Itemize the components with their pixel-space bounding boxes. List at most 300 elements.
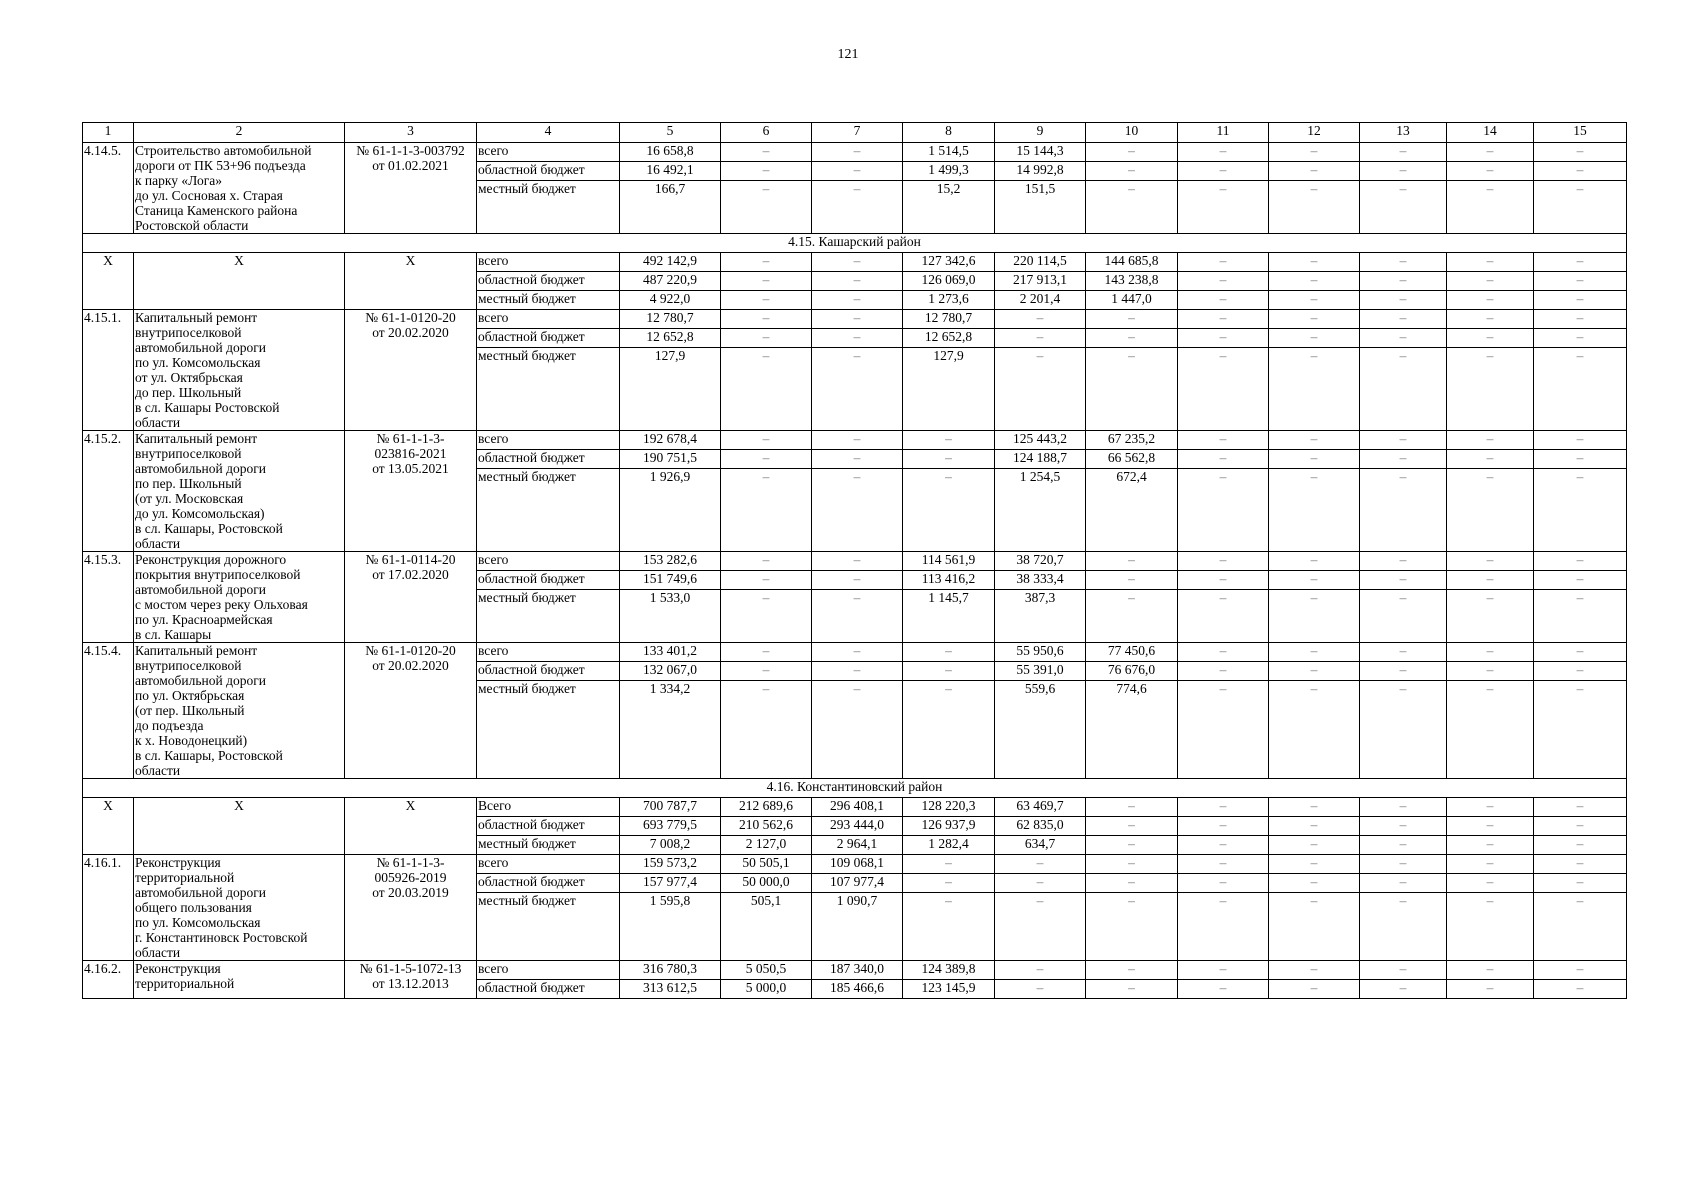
value-cell: 143 238,8 <box>1086 272 1178 291</box>
item-name: Строительство автомобильной дороги от ПК 53+96 подъезда к парку «Лога» до ул. Сосновая х. Старая Станица Каменского района Ростовской области <box>134 143 345 234</box>
item-number: 4.15.4. <box>83 643 134 779</box>
value-cell: – <box>1534 893 1627 961</box>
value-cell: – <box>1086 329 1178 348</box>
value-cell: – <box>1086 552 1178 571</box>
value-cell: – <box>1447 291 1534 310</box>
value-cell: – <box>1447 348 1534 431</box>
value-cell: – <box>1534 590 1627 643</box>
value-cell: – <box>1447 836 1534 855</box>
value-cell: – <box>1269 817 1360 836</box>
value-cell: – <box>721 590 812 643</box>
column-header: 13 <box>1360 123 1447 143</box>
value-cell: – <box>1447 253 1534 272</box>
value-cell: – <box>812 162 903 181</box>
value-cell: – <box>1360 348 1447 431</box>
value-cell: – <box>1269 874 1360 893</box>
value-cell: – <box>1086 855 1178 874</box>
value-cell: 124 188,7 <box>995 450 1086 469</box>
value-cell: – <box>903 874 995 893</box>
value-cell: 151,5 <box>995 181 1086 234</box>
value-cell: – <box>1178 450 1269 469</box>
funding-source: всего <box>477 431 620 450</box>
value-cell: – <box>1534 450 1627 469</box>
item-document: № 61-1-1-3- 005926-2019 от 20.03.2019 <box>345 855 477 961</box>
value-cell: – <box>1178 980 1269 999</box>
column-header: 14 <box>1447 123 1534 143</box>
value-cell: 387,3 <box>995 590 1086 643</box>
value-cell: – <box>903 662 995 681</box>
value-cell: 1 514,5 <box>903 143 995 162</box>
value-cell: – <box>903 431 995 450</box>
item-document: № 61-1-1-3- 023816-2021 от 13.05.2021 <box>345 431 477 552</box>
value-cell: – <box>1360 291 1447 310</box>
value-cell: – <box>1447 162 1534 181</box>
value-cell: – <box>721 253 812 272</box>
value-cell: 296 408,1 <box>812 798 903 817</box>
value-cell: – <box>1178 253 1269 272</box>
value-cell: – <box>1269 348 1360 431</box>
value-cell: – <box>1360 855 1447 874</box>
value-cell: – <box>1086 143 1178 162</box>
value-cell: – <box>995 310 1086 329</box>
value-cell: 77 450,6 <box>1086 643 1178 662</box>
value-cell: – <box>721 348 812 431</box>
value-cell: – <box>1534 874 1627 893</box>
value-cell: – <box>1360 643 1447 662</box>
value-cell: 7 008,2 <box>620 836 721 855</box>
value-cell: – <box>812 181 903 234</box>
value-cell: – <box>1447 798 1534 817</box>
value-cell: – <box>1269 798 1360 817</box>
value-cell: – <box>812 143 903 162</box>
value-cell: 672,4 <box>1086 469 1178 552</box>
value-cell: – <box>1269 855 1360 874</box>
value-cell: 1 282,4 <box>903 836 995 855</box>
column-header: 3 <box>345 123 477 143</box>
item-name: Капитальный ремонт внутрипоселковой автомобильной дороги по пер. Школьный (от ул. Московская до ул. Комсомольская) в сл. Кашары, Ростовской области <box>134 431 345 552</box>
value-cell: – <box>812 310 903 329</box>
value-cell: 107 977,4 <box>812 874 903 893</box>
value-cell: – <box>1269 291 1360 310</box>
value-cell: – <box>1178 310 1269 329</box>
value-cell: 16 658,8 <box>620 143 721 162</box>
value-cell: 220 114,5 <box>995 253 1086 272</box>
value-cell: – <box>721 552 812 571</box>
value-cell: 50 505,1 <box>721 855 812 874</box>
value-cell: – <box>1360 181 1447 234</box>
funding-source: всего <box>477 310 620 329</box>
value-cell: 62 835,0 <box>995 817 1086 836</box>
value-cell: 212 689,6 <box>721 798 812 817</box>
value-cell: – <box>721 571 812 590</box>
value-cell: 1 145,7 <box>903 590 995 643</box>
value-cell: – <box>812 571 903 590</box>
value-cell: – <box>1534 980 1627 999</box>
item-name: X <box>134 253 345 310</box>
value-cell: – <box>1178 162 1269 181</box>
value-cell: – <box>1534 162 1627 181</box>
value-cell: – <box>1269 681 1360 779</box>
value-cell: 133 401,2 <box>620 643 721 662</box>
value-cell: – <box>1447 571 1534 590</box>
value-cell: – <box>1086 310 1178 329</box>
value-cell: 153 282,6 <box>620 552 721 571</box>
value-cell: – <box>812 643 903 662</box>
value-cell: – <box>1534 310 1627 329</box>
value-cell: – <box>1534 431 1627 450</box>
page-number: 121 <box>837 47 859 62</box>
funding-source: областной бюджет <box>477 571 620 590</box>
column-header: 9 <box>995 123 1086 143</box>
value-cell: – <box>1360 272 1447 291</box>
column-header: 11 <box>1178 123 1269 143</box>
item-number: 4.16.1. <box>83 855 134 961</box>
value-cell: – <box>1360 253 1447 272</box>
value-cell: – <box>812 291 903 310</box>
value-cell: – <box>1447 980 1534 999</box>
value-cell: – <box>1269 836 1360 855</box>
value-cell: – <box>1447 681 1534 779</box>
value-cell: – <box>1360 162 1447 181</box>
value-cell: – <box>1360 662 1447 681</box>
funding-source: всего <box>477 961 620 980</box>
value-cell: – <box>1269 162 1360 181</box>
value-cell: – <box>1269 272 1360 291</box>
value-cell: – <box>1360 450 1447 469</box>
value-cell: – <box>1360 681 1447 779</box>
value-cell: 1 090,7 <box>812 893 903 961</box>
value-cell: – <box>1360 143 1447 162</box>
value-cell: – <box>1178 643 1269 662</box>
item-document: № 61-1-0120-20 от 20.02.2020 <box>345 643 477 779</box>
table-row <box>83 253 1627 272</box>
value-cell: – <box>1178 291 1269 310</box>
table-row <box>83 961 1627 980</box>
value-cell: 151 749,6 <box>620 571 721 590</box>
value-cell: – <box>1447 329 1534 348</box>
item-number: 4.15.2. <box>83 431 134 552</box>
table-row <box>83 143 1627 162</box>
value-cell: – <box>721 310 812 329</box>
value-cell: – <box>721 662 812 681</box>
value-cell: – <box>1086 961 1178 980</box>
value-cell: – <box>1360 571 1447 590</box>
value-cell: – <box>1269 253 1360 272</box>
value-cell: 125 443,2 <box>995 431 1086 450</box>
funding-source: местный бюджет <box>477 836 620 855</box>
item-number: X <box>83 253 134 310</box>
value-cell: – <box>903 450 995 469</box>
item-number: 4.16.2. <box>83 961 134 999</box>
value-cell: – <box>1360 874 1447 893</box>
funding-source: областной бюджет <box>477 662 620 681</box>
value-cell: – <box>1086 348 1178 431</box>
section-title: 4.16. Константиновский район <box>83 779 1627 798</box>
column-header: 15 <box>1534 123 1627 143</box>
funding-source: областной бюджет <box>477 450 620 469</box>
value-cell: 14 992,8 <box>995 162 1086 181</box>
value-cell: – <box>1447 450 1534 469</box>
funding-source: местный бюджет <box>477 893 620 961</box>
value-cell: – <box>1447 874 1534 893</box>
value-cell: – <box>1086 590 1178 643</box>
column-header: 2 <box>134 123 345 143</box>
value-cell: – <box>1534 662 1627 681</box>
funding-source: всего <box>477 253 620 272</box>
value-cell: – <box>1447 590 1534 643</box>
value-cell: – <box>1534 272 1627 291</box>
value-cell: 38 333,4 <box>995 571 1086 590</box>
value-cell: 128 220,3 <box>903 798 995 817</box>
value-cell: – <box>1534 329 1627 348</box>
column-header: 5 <box>620 123 721 143</box>
value-cell: – <box>1534 253 1627 272</box>
table-row <box>83 431 1627 450</box>
value-cell: – <box>721 162 812 181</box>
value-cell: – <box>1269 961 1360 980</box>
value-cell: – <box>1360 329 1447 348</box>
value-cell: 159 573,2 <box>620 855 721 874</box>
column-header: 6 <box>721 123 812 143</box>
funding-source: всего <box>477 552 620 571</box>
value-cell: – <box>903 643 995 662</box>
value-cell: – <box>995 855 1086 874</box>
value-cell: 55 950,6 <box>995 643 1086 662</box>
value-cell: 66 562,8 <box>1086 450 1178 469</box>
value-cell: – <box>1534 961 1627 980</box>
value-cell: – <box>721 431 812 450</box>
value-cell: 63 469,7 <box>995 798 1086 817</box>
value-cell: – <box>1360 552 1447 571</box>
value-cell: 634,7 <box>995 836 1086 855</box>
value-cell: – <box>1269 469 1360 552</box>
value-cell: – <box>812 431 903 450</box>
item-document: № 61-1-1-3-003792 от 01.02.2021 <box>345 143 477 234</box>
value-cell: – <box>1447 662 1534 681</box>
item-name: Капитальный ремонт внутрипоселковой автомобильной дороги по ул. Комсомольская от ул. Октябрьская до пер. Школьный в сл. Кашары Ростовской области <box>134 310 345 431</box>
value-cell: – <box>903 469 995 552</box>
value-cell: – <box>812 662 903 681</box>
value-cell: 1 254,5 <box>995 469 1086 552</box>
value-cell: 127,9 <box>903 348 995 431</box>
value-cell: 1 273,6 <box>903 291 995 310</box>
funding-source: Всего <box>477 798 620 817</box>
value-cell: – <box>1178 272 1269 291</box>
value-cell: – <box>1269 181 1360 234</box>
value-cell: 1 595,8 <box>620 893 721 961</box>
value-cell: – <box>1447 143 1534 162</box>
value-cell: – <box>1534 798 1627 817</box>
funding-source: местный бюджет <box>477 681 620 779</box>
table-row <box>83 643 1627 662</box>
item-document: № 61-1-0114-20 от 17.02.2020 <box>345 552 477 643</box>
value-cell: 76 676,0 <box>1086 662 1178 681</box>
value-cell: 5 000,0 <box>721 980 812 999</box>
value-cell: 12 652,8 <box>620 329 721 348</box>
value-cell: – <box>1269 571 1360 590</box>
funding-source: местный бюджет <box>477 348 620 431</box>
value-cell: – <box>1447 643 1534 662</box>
value-cell: 4 922,0 <box>620 291 721 310</box>
value-cell: – <box>995 961 1086 980</box>
value-cell: – <box>1086 162 1178 181</box>
value-cell: 55 391,0 <box>995 662 1086 681</box>
value-cell: – <box>1534 348 1627 431</box>
value-cell: 12 780,7 <box>903 310 995 329</box>
value-cell: 210 562,6 <box>721 817 812 836</box>
column-header: 12 <box>1269 123 1360 143</box>
value-cell: – <box>812 552 903 571</box>
value-cell: – <box>1178 874 1269 893</box>
value-cell: 67 235,2 <box>1086 431 1178 450</box>
value-cell: 187 340,0 <box>812 961 903 980</box>
value-cell: – <box>1360 980 1447 999</box>
value-cell: 50 000,0 <box>721 874 812 893</box>
value-cell: 157 977,4 <box>620 874 721 893</box>
value-cell: – <box>1269 329 1360 348</box>
value-cell: 113 416,2 <box>903 571 995 590</box>
section-row <box>83 779 1627 798</box>
value-cell: – <box>1534 469 1627 552</box>
value-cell: – <box>1269 893 1360 961</box>
value-cell: 1 533,0 <box>620 590 721 643</box>
funding-source: областной бюджет <box>477 874 620 893</box>
value-cell: 132 067,0 <box>620 662 721 681</box>
value-cell: – <box>1086 181 1178 234</box>
value-cell: – <box>1086 874 1178 893</box>
value-cell: – <box>995 329 1086 348</box>
value-cell: – <box>721 291 812 310</box>
value-cell: 487 220,9 <box>620 272 721 291</box>
value-cell: – <box>1178 961 1269 980</box>
value-cell: 166,7 <box>620 181 721 234</box>
item-number: 4.14.5. <box>83 143 134 234</box>
table-row <box>83 855 1627 874</box>
value-cell: 192 678,4 <box>620 431 721 450</box>
value-cell: – <box>995 893 1086 961</box>
item-document: № 61-1-0120-20 от 20.02.2020 <box>345 310 477 431</box>
value-cell: – <box>721 181 812 234</box>
section-row <box>83 234 1627 253</box>
value-cell: 185 466,6 <box>812 980 903 999</box>
value-cell: – <box>812 329 903 348</box>
value-cell: 693 779,5 <box>620 817 721 836</box>
value-cell: 1 499,3 <box>903 162 995 181</box>
value-cell: 313 612,5 <box>620 980 721 999</box>
value-cell: 15 144,3 <box>995 143 1086 162</box>
value-cell: – <box>1178 836 1269 855</box>
value-cell: – <box>1447 181 1534 234</box>
funding-source: областной бюджет <box>477 272 620 291</box>
value-cell: 190 751,5 <box>620 450 721 469</box>
value-cell: 2 964,1 <box>812 836 903 855</box>
value-cell: – <box>1178 469 1269 552</box>
value-cell: 774,6 <box>1086 681 1178 779</box>
value-cell: 16 492,1 <box>620 162 721 181</box>
value-cell: – <box>1447 469 1534 552</box>
value-cell: – <box>1360 798 1447 817</box>
value-cell: – <box>1178 590 1269 643</box>
value-cell: – <box>812 469 903 552</box>
value-cell: – <box>812 253 903 272</box>
column-header: 1 <box>83 123 134 143</box>
value-cell: 126 069,0 <box>903 272 995 291</box>
value-cell: – <box>812 681 903 779</box>
value-cell: – <box>1269 552 1360 571</box>
value-cell: – <box>1534 291 1627 310</box>
value-cell: – <box>1269 980 1360 999</box>
value-cell: 2 201,4 <box>995 291 1086 310</box>
item-number: 4.15.1. <box>83 310 134 431</box>
value-cell: – <box>1534 181 1627 234</box>
column-header: 8 <box>903 123 995 143</box>
value-cell: – <box>1269 143 1360 162</box>
value-cell: – <box>1178 855 1269 874</box>
value-cell: 1 334,2 <box>620 681 721 779</box>
value-cell: – <box>1269 431 1360 450</box>
value-cell: 1 447,0 <box>1086 291 1178 310</box>
value-cell: – <box>1360 431 1447 450</box>
value-cell: 114 561,9 <box>903 552 995 571</box>
item-name: Реконструкция территориальной <box>134 961 345 999</box>
value-cell: 505,1 <box>721 893 812 961</box>
value-cell: 2 127,0 <box>721 836 812 855</box>
value-cell: – <box>903 681 995 779</box>
item-name: Реконструкция дорожного покрытия внутрипоселковой автомобильной дороги с мостом через реку Ольховая по ул. Красноармейская в сл. Кашары <box>134 552 345 643</box>
value-cell: 293 444,0 <box>812 817 903 836</box>
value-cell: 126 937,9 <box>903 817 995 836</box>
value-cell: – <box>1534 681 1627 779</box>
value-cell: – <box>721 143 812 162</box>
value-cell: – <box>1086 893 1178 961</box>
value-cell: – <box>1269 450 1360 469</box>
value-cell: – <box>1534 836 1627 855</box>
value-cell: 127 342,6 <box>903 253 995 272</box>
value-cell: – <box>995 348 1086 431</box>
item-name: X <box>134 798 345 855</box>
value-cell: – <box>1086 817 1178 836</box>
funding-source: областной бюджет <box>477 817 620 836</box>
funding-source: местный бюджет <box>477 590 620 643</box>
value-cell: – <box>1447 552 1534 571</box>
funding-source: местный бюджет <box>477 181 620 234</box>
value-cell: – <box>1534 552 1627 571</box>
value-cell: – <box>1447 272 1534 291</box>
value-cell: – <box>1269 643 1360 662</box>
value-cell: – <box>903 855 995 874</box>
budget-table <box>82 122 1627 999</box>
value-cell: – <box>721 329 812 348</box>
value-cell: – <box>1360 961 1447 980</box>
value-cell: – <box>812 590 903 643</box>
value-cell: – <box>1178 431 1269 450</box>
item-document: X <box>345 798 477 855</box>
value-cell: – <box>1269 310 1360 329</box>
value-cell: – <box>1360 817 1447 836</box>
value-cell: – <box>721 469 812 552</box>
value-cell: 38 720,7 <box>995 552 1086 571</box>
value-cell: 127,9 <box>620 348 721 431</box>
value-cell: – <box>1178 893 1269 961</box>
value-cell: – <box>1178 348 1269 431</box>
value-cell: – <box>1178 662 1269 681</box>
column-header: 10 <box>1086 123 1178 143</box>
value-cell: – <box>1360 893 1447 961</box>
item-number: 4.15.3. <box>83 552 134 643</box>
value-cell: 109 068,1 <box>812 855 903 874</box>
value-cell: – <box>1178 143 1269 162</box>
table-row <box>83 310 1627 329</box>
